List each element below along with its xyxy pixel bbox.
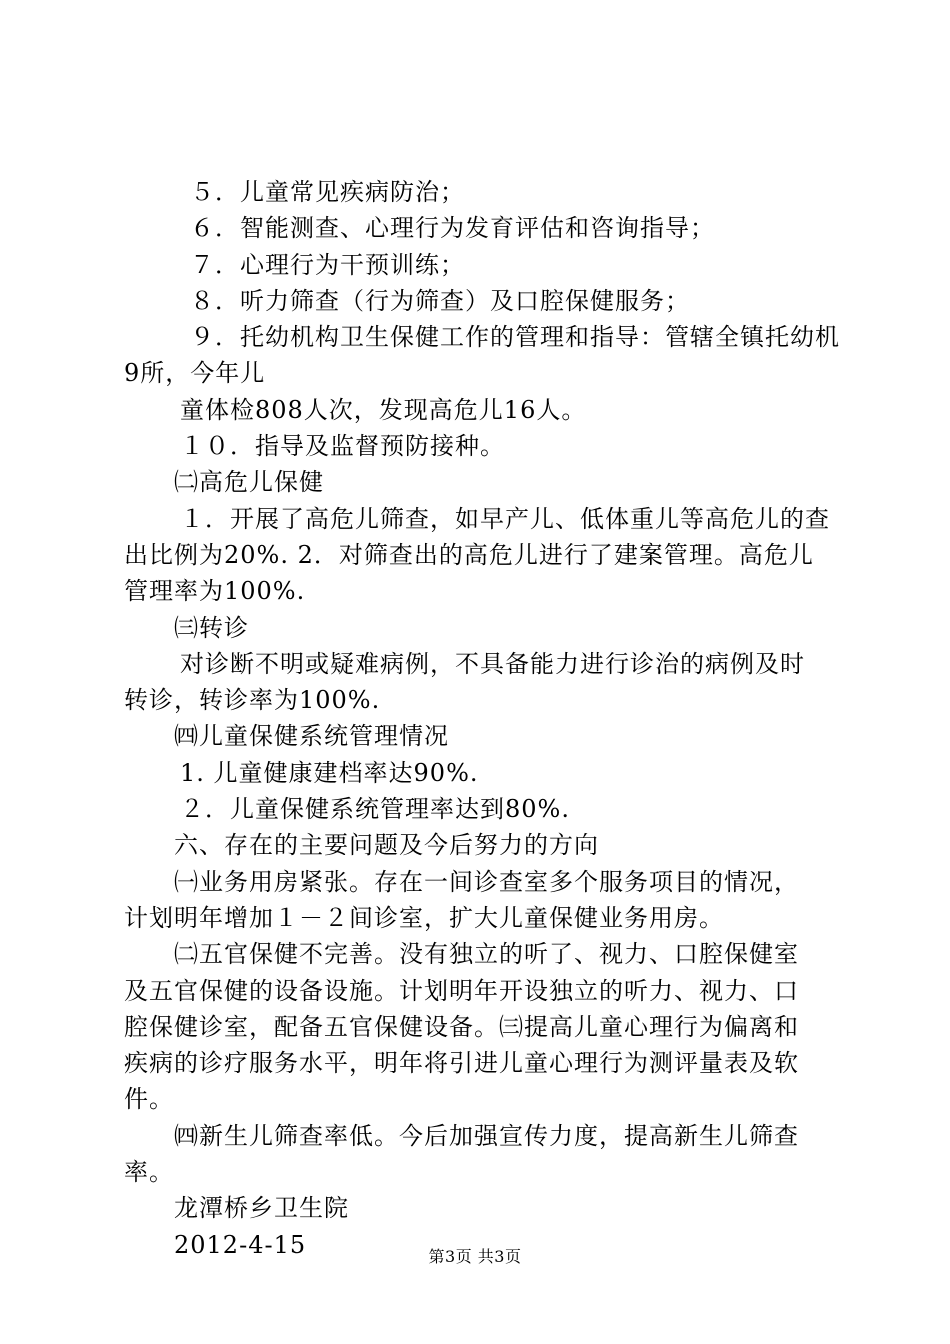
signature-date: 2012-4-15 bbox=[174, 1230, 307, 1259]
paragraph-line: １．开展了高危儿筛查，如早产儿、低体重儿等高危儿的查 bbox=[180, 504, 830, 533]
section-heading: 六、存在的主要问题及今后努力的方向 bbox=[174, 831, 599, 860]
signature-organization: 龙潭桥乡卫生院 bbox=[174, 1194, 349, 1223]
paragraph-line: 件。 bbox=[124, 1085, 174, 1114]
paragraph-line: 9所，今年儿 bbox=[124, 359, 266, 388]
list-item-10: １０．指导及监督预防接种。 bbox=[180, 432, 505, 461]
paragraph-line: ㈠业务用房紧张。存在一间诊查室多个服务项目的情况， bbox=[174, 867, 799, 896]
paragraph-line: 及五官保健的设备设施。计划明年开设独立的听力、视力、口 bbox=[124, 976, 799, 1005]
paragraph-line: 出比例为20%. 2．对筛查出的高危儿进行了建案管理。高危儿 bbox=[124, 540, 814, 569]
list-item-5: ５．儿童常见疾病防治； bbox=[190, 178, 465, 206]
paragraph-line: ㈣新生儿筛查率低。今后加强宣传力度，提高新生儿筛查 bbox=[174, 1121, 799, 1150]
paragraph-line: 率。 bbox=[124, 1158, 174, 1187]
paragraph-line: ２．儿童保健系统管理率达到80%. bbox=[180, 795, 570, 824]
section-heading: ㈡高危儿保健 bbox=[174, 468, 324, 497]
paragraph-line: 计划明年增加１－２间诊室，扩大儿童保健业务用房。 bbox=[124, 903, 724, 932]
section-heading: ㈣儿童保健系统管理情况 bbox=[174, 722, 449, 751]
paragraph-line: 腔保健诊室，配备五官保健设备。㈢提高儿童心理行为偏离和 bbox=[124, 1012, 799, 1041]
paragraph-line: 对诊断不明或疑难病例，不具备能力进行诊治的病例及时 bbox=[180, 649, 805, 678]
page-footer: 第3页 共3页 bbox=[428, 1247, 522, 1266]
list-item-6: ６．智能测查、心理行为发育评估和咨询指导； bbox=[190, 214, 715, 243]
paragraph-line: 疾病的诊疗服务水平，明年将引进儿童心理行为测评量表及软 bbox=[124, 1049, 799, 1078]
paragraph-line: 转诊，转诊率为100%. bbox=[124, 686, 381, 715]
section-heading: ㈢转诊 bbox=[174, 613, 249, 642]
list-item-7: ７．心理行为干预训练； bbox=[190, 250, 465, 279]
paragraph-line: 管理率为100%. bbox=[124, 577, 306, 606]
paragraph-line: 1. 儿童健康建档率达90%. bbox=[180, 758, 479, 787]
paragraph-line: 童体检808人次，发现高危儿16人。 bbox=[180, 395, 587, 424]
list-item-8: ８．听力筛查（行为筛查）及口腔保健服务； bbox=[190, 286, 690, 315]
document-body bbox=[124, 174, 840, 1263]
paragraph-line: ㈡五官保健不完善。没有独立的听了、视力、口腔保健室 bbox=[174, 940, 799, 969]
list-item-9: ９．托幼机构卫生保健工作的管理和指导：管辖全镇托幼机 bbox=[190, 323, 840, 352]
